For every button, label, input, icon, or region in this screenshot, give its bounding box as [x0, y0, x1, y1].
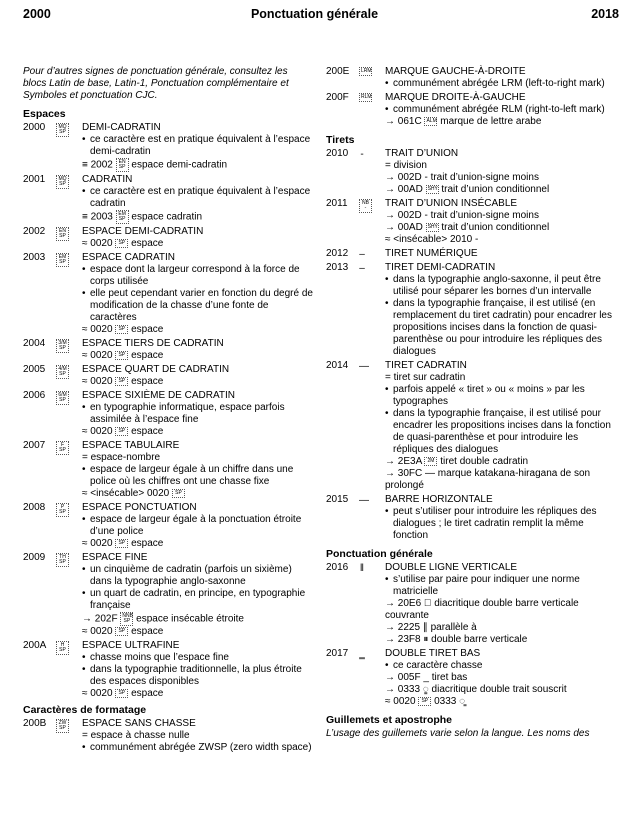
note-text: → 002D - — [385, 210, 428, 221]
note-desc: diacritique double trait souscrit — [431, 684, 567, 695]
note-desc: marque de lettre arabe — [440, 116, 542, 127]
glyph-box: ZW SP — [56, 719, 69, 733]
bullet-note — [385, 298, 616, 358]
char-code: 2013 — [326, 262, 349, 273]
bullet-note — [82, 588, 313, 612]
char-code: 2007 — [23, 440, 46, 451]
cross-ref — [385, 210, 616, 222]
char-name: ESPACE PONCTUATION — [82, 502, 197, 513]
char-name: TIRET CADRATIN — [385, 360, 467, 371]
note-text: → 23F8 ⏸ — [385, 634, 429, 645]
note-text: → 002D - — [385, 172, 428, 183]
note-text: ce caractère est en pratique équivalent à l’espace cadratin — [90, 186, 311, 209]
bullet-note — [82, 402, 313, 426]
cross-ref — [82, 238, 313, 250]
char-name: TRAIT D’UNION INSÉCABLE — [385, 198, 518, 209]
note-desc: diacritique double barre verticale couvrante — [385, 598, 579, 621]
glyph-box: TH SP — [56, 553, 69, 567]
bullet-note — [82, 664, 313, 688]
note-desc: tiret bas — [431, 672, 468, 683]
char-code: 2003 — [23, 252, 46, 263]
bullet-note — [82, 742, 313, 754]
char-entry — [23, 174, 313, 224]
cross-ref — [385, 598, 616, 622]
left-column — [23, 66, 313, 756]
bullet-note — [385, 78, 616, 90]
cross-ref — [385, 160, 616, 172]
header-range-start: 2000 — [23, 7, 51, 21]
note-desc: espace — [131, 238, 164, 249]
note-text: ≈ 0020 — [82, 238, 113, 249]
note-text: = espace-nombre — [82, 452, 161, 463]
char-name: ESPACE SIXIÈME DE CADRATIN — [82, 390, 235, 401]
glyph-box: RLM — [361, 94, 372, 100]
note-text: un cinquième de cadratin (parfois un sixième) dans la typographie anglo-saxonne — [90, 564, 292, 587]
note-text: dans la typographie française, il est utilisé pour encadrer les propositions incises dans la fonction de quasi-parenthèse et pour introduire les répliques des dialogues — [393, 408, 611, 455]
note-text: communément abrégée ZWSP (zero width space) — [90, 742, 312, 753]
note-desc: espace — [131, 538, 164, 549]
note-text: chasse moins que l’espace fine — [90, 652, 229, 663]
note-desc: espace cadratin — [131, 211, 203, 223]
cross-ref — [82, 688, 313, 700]
note-text: communément abrégée LRM (left-to-right mark) — [393, 78, 605, 89]
note-text: ≈ 0020 — [82, 376, 113, 387]
char-entry — [326, 198, 616, 246]
char-code: 2004 — [23, 338, 46, 349]
note-text: s’utilise par paire pour indiquer une norme matricielle — [393, 574, 580, 597]
char-name: ESPACE FINE — [82, 552, 148, 563]
char-entry — [23, 338, 313, 362]
section-title: Guillemets et apostrophe — [326, 714, 453, 726]
bullet-note — [385, 104, 616, 116]
char-entry — [326, 262, 616, 358]
note-text: = division — [385, 160, 427, 171]
note-text: elle peut cependant varier en fonction du degré de modification de la chasse d’une fonte de caractères — [90, 288, 313, 323]
note-text: ≡ 2002 — [82, 159, 113, 171]
note-desc: trait d’union conditionnel — [441, 184, 550, 195]
char-entry — [23, 226, 313, 250]
char-name: TIRET NUMÉRIQUE — [385, 248, 478, 259]
char-name: BARRE HORIZONTALE — [385, 494, 493, 505]
glyph-box: SP — [115, 627, 128, 636]
glyph-box: MQ SP — [56, 175, 69, 189]
cross-ref — [82, 324, 313, 336]
note-text: → 2E3A — [385, 456, 422, 467]
glyph-box: SHY — [427, 223, 438, 230]
char-name: MARQUE DROITE-À-GAUCHE — [385, 92, 526, 103]
bullet-note — [385, 384, 616, 408]
char-entry — [326, 494, 616, 542]
glyph-box: EM SP — [56, 253, 69, 267]
section-title: Ponctuation générale — [326, 548, 433, 560]
glyph-box: SP — [418, 697, 431, 706]
note-text: = tiret sur cadratin — [385, 372, 466, 383]
char-entry — [23, 122, 313, 172]
char-code: 2009 — [23, 552, 46, 563]
char-name: TRAIT D’UNION — [385, 148, 459, 159]
char-name: MARQUE GAUCHE-À-DROITE — [385, 66, 526, 77]
char-code: 2006 — [23, 390, 46, 401]
glyph-box: SP — [115, 689, 128, 698]
char-code: 200A — [23, 640, 47, 651]
note-text: ≈ <insécable> 0020 — [82, 488, 170, 499]
note-text: espace de largeur égale à la ponctuation étroite d’une police — [90, 514, 302, 537]
glyph-box: 3/M SP — [56, 339, 69, 353]
glyph-box: SP — [115, 351, 128, 360]
char-code: 2005 — [23, 364, 46, 375]
note-desc: espace — [131, 426, 164, 437]
glyph-box: 4/M SP — [56, 365, 69, 379]
note-text: → 0333 ◌̳ — [385, 684, 429, 695]
char-entry — [326, 66, 616, 90]
note-desc: espace insécable étroite — [136, 613, 244, 625]
note-desc: espace — [131, 688, 164, 699]
glyph-box: SP — [115, 239, 128, 248]
glyph-char: – — [359, 263, 365, 274]
note-text: ≈ 0020 — [82, 626, 113, 637]
note-desc: espace — [131, 350, 164, 361]
cross-ref — [385, 456, 616, 468]
note-desc: espace — [131, 376, 164, 387]
note-desc: tiret double cadratin — [440, 456, 529, 467]
char-code: 2002 — [23, 226, 46, 237]
glyph-box: H SP — [56, 641, 69, 655]
note-text: ≈ 0020 — [82, 538, 113, 549]
glyph-box: 2M — [424, 457, 437, 466]
char-entry — [326, 148, 616, 196]
cross-ref — [385, 696, 616, 708]
note-text: espace de largeur égale à un chiffre dans une police où les chiffres ont une chasse fixe — [90, 464, 294, 487]
header-range-end: 2018 — [591, 7, 619, 21]
glyph-char: ‖ — [359, 563, 365, 574]
glyph-box: SP — [115, 325, 128, 334]
glyph-char: - — [360, 149, 364, 160]
glyph-box: SP — [115, 377, 128, 386]
glyph-char: – — [359, 249, 365, 260]
cross-ref — [82, 612, 313, 626]
note-text: → 061C — [385, 116, 422, 127]
note-text: communément abrégée RLM (right-to-left mark) — [393, 104, 605, 115]
char-code: 2000 — [23, 122, 46, 133]
char-entry — [326, 648, 616, 708]
char-name: DOUBLE LIGNE VERTICALE — [385, 562, 518, 573]
char-entry — [326, 562, 616, 646]
char-name: CADRATIN — [82, 174, 133, 185]
glyph-box: ALM — [426, 117, 437, 124]
cross-ref — [385, 468, 616, 492]
bullet-note — [82, 134, 313, 158]
note-text: peut s’utiliser pour introduire les répliques des dialogues ; le tiret cadratin remplit la même fonction — [393, 506, 597, 541]
cross-ref — [82, 210, 313, 224]
cross-ref — [385, 634, 616, 646]
char-entry — [23, 552, 313, 638]
glyph-box: SP — [115, 427, 128, 436]
char-entry — [23, 364, 313, 388]
note-text: ≈ 0020 — [82, 688, 113, 699]
char-name: TIRET DEMI-CADRATIN — [385, 262, 496, 273]
note-desc: espace demi-cadratin — [131, 159, 228, 171]
note-desc: marque katakana-hiragana de son prolongé — [385, 468, 591, 491]
cross-ref — [82, 452, 313, 464]
cross-ref — [82, 426, 313, 438]
note-text: ce caractère est en pratique équivalent à l’espace demi-cadratin — [90, 134, 311, 157]
note-text: → 005F _ — [385, 672, 429, 683]
note-desc: trait d’union-signe moins — [430, 172, 539, 183]
note-text: → 2225 ∥ — [385, 622, 428, 633]
char-code: 2011 — [326, 198, 348, 209]
header-title: Ponctuation générale — [250, 7, 379, 21]
intro-text: Pour d’autres signes de ponctuation générale, consultez les blocs Latin de base, Latin-1, Ponctuation complémentaire et Symboles et ponctuation CJC. — [23, 66, 289, 101]
char-entry — [23, 718, 313, 754]
char-name: ESPACE CADRATIN — [82, 252, 175, 263]
cross-ref — [82, 626, 313, 638]
note-text: dans la typographie traditionnelle, la plus étroite des espaces disponibles — [90, 664, 302, 687]
glyph-box: MQ SP — [56, 123, 69, 137]
glyph-box: SP — [115, 539, 128, 548]
bullet-note — [385, 274, 616, 298]
bullet-note — [385, 408, 616, 456]
glyph-char: — — [359, 361, 369, 372]
right-column — [326, 66, 616, 740]
char-code: 2010 — [326, 148, 349, 159]
glyph-box: EN SP — [116, 158, 129, 172]
glyph-box: NNB SP — [122, 613, 133, 624]
char-code: 2016 — [326, 562, 349, 573]
note-desc: trait d’union conditionnel — [441, 222, 550, 233]
note-text: espace dont la largeur correspond à la force de corps utilisée — [90, 264, 300, 287]
section-title: Espaces — [23, 108, 66, 120]
note-text: ce caractère chasse — [393, 660, 483, 671]
note-text: = espace à chasse nulle — [82, 730, 190, 741]
note-text: → 20E6 ⃦ — [385, 598, 432, 609]
cross-ref — [385, 622, 616, 634]
page-header — [0, 8, 629, 24]
bullet-note — [385, 574, 616, 598]
cross-ref — [385, 234, 616, 246]
cross-ref — [82, 730, 313, 742]
note-text: → 00AD — [385, 184, 423, 195]
note-text: ≈ 0020 — [82, 324, 113, 335]
char-entry — [23, 502, 313, 550]
section-title: Tirets — [326, 134, 355, 146]
note-desc: trait d’union-signe moins — [430, 210, 539, 221]
note-text: dans la typographie française, il est utilisé (en remplacement du tiret cadratin) pour encadrer les propositions incises dans la fonction de quasi-parenthèse ou pour introduire les répliques des dialogues — [393, 298, 612, 357]
char-entry — [326, 360, 616, 492]
cross-ref — [82, 488, 313, 500]
cross-ref — [385, 684, 616, 696]
glyph-box: NB - — [359, 199, 372, 213]
char-entry — [326, 92, 616, 128]
char-name: ESPACE SANS CHASSE — [82, 718, 196, 729]
cross-ref — [385, 222, 616, 234]
cross-ref — [385, 372, 616, 384]
glyph-box: SP — [172, 489, 185, 498]
glyph-box: LRM — [361, 68, 372, 74]
char-name: DOUBLE TIRET BAS — [385, 648, 481, 659]
note-text: ≡ 2003 — [82, 211, 113, 223]
char-entry — [23, 640, 313, 700]
note-text: ≈ 0020 — [385, 696, 416, 707]
cross-ref — [385, 672, 616, 684]
note-text: parfois appelé « tiret » ou « moins » par les typographes — [393, 384, 585, 407]
glyph-box: P SP — [56, 503, 69, 517]
bullet-note — [82, 186, 313, 210]
note-text: → 202F — [82, 613, 118, 625]
cross-ref — [82, 538, 313, 550]
section-title: Caractères de formatage — [23, 704, 147, 716]
note-text: ≈ <insécable> 2010 - — [385, 234, 479, 245]
char-code: 2001 — [23, 174, 46, 185]
note-desc: espace — [131, 626, 164, 637]
char-code: 2008 — [23, 502, 46, 513]
bullet-note — [82, 564, 313, 588]
char-entry — [23, 440, 313, 500]
note-desc: parallèle à — [430, 622, 477, 633]
char-code: 2017 — [326, 648, 349, 659]
char-name: ESPACE DEMI-CADRATIN — [82, 226, 204, 237]
char-entry — [23, 390, 313, 438]
char-name: ESPACE TABULAIRE — [82, 440, 180, 451]
bullet-note — [82, 652, 313, 664]
bullet-note — [82, 514, 313, 538]
cross-ref — [385, 184, 616, 196]
char-entry — [23, 252, 313, 336]
char-code: 2014 — [326, 360, 349, 371]
glyph-box: 6/M SP — [56, 391, 69, 405]
note-text: → 30FC — — [385, 468, 436, 479]
cross-ref — [385, 172, 616, 184]
char-code: 2012 — [326, 248, 349, 259]
cross-ref — [82, 350, 313, 362]
glyph-box: SHY — [427, 185, 438, 192]
glyph-box: F SP — [56, 441, 69, 455]
note-desc: double barre verticale — [431, 634, 528, 645]
char-name: ESPACE QUART DE CADRATIN — [82, 364, 230, 375]
char-code: 2015 — [326, 494, 349, 505]
char-name: ESPACE TIERS DE CADRATIN — [82, 338, 224, 349]
char-code: 200E — [326, 66, 350, 77]
bullet-note — [385, 660, 616, 672]
note-text: ≈ 0020 — [82, 426, 113, 437]
note-text: dans la typographie anglo-saxonne, il peut être utilisé pour séparer les bornes d’un intervalle — [393, 274, 601, 297]
note-desc: 0333 ◌̳ — [434, 696, 466, 707]
glyph-box: EN SP — [56, 227, 69, 241]
note-text: → 00AD — [385, 222, 423, 233]
bullet-note — [82, 264, 313, 288]
cross-ref — [385, 116, 616, 128]
char-code: 200B — [23, 718, 47, 729]
char-code: 200F — [326, 92, 349, 103]
bullet-note — [385, 506, 616, 542]
note-text: un quart de cadratin, en principe, en typographie française — [90, 588, 306, 611]
char-name: DEMI-CADRATIN — [82, 122, 161, 133]
note-text: ≈ 0020 — [82, 350, 113, 361]
char-entry — [326, 248, 616, 260]
cross-ref — [82, 376, 313, 388]
glyph-char: ‗ — [359, 649, 365, 660]
glyph-box: EM SP — [116, 210, 129, 224]
note-desc: espace — [131, 324, 164, 335]
glyph-char: — — [359, 495, 369, 506]
char-name: ESPACE ULTRAFINE — [82, 640, 180, 651]
note-text: en typographie informatique, espace parfois assimilée à l’espace fine — [90, 402, 285, 425]
closing-text: L’usage des guillemets varie selon la langue. Les noms des — [326, 728, 590, 739]
cross-ref — [82, 158, 313, 172]
bullet-note — [82, 464, 313, 488]
bullet-note — [82, 288, 313, 324]
